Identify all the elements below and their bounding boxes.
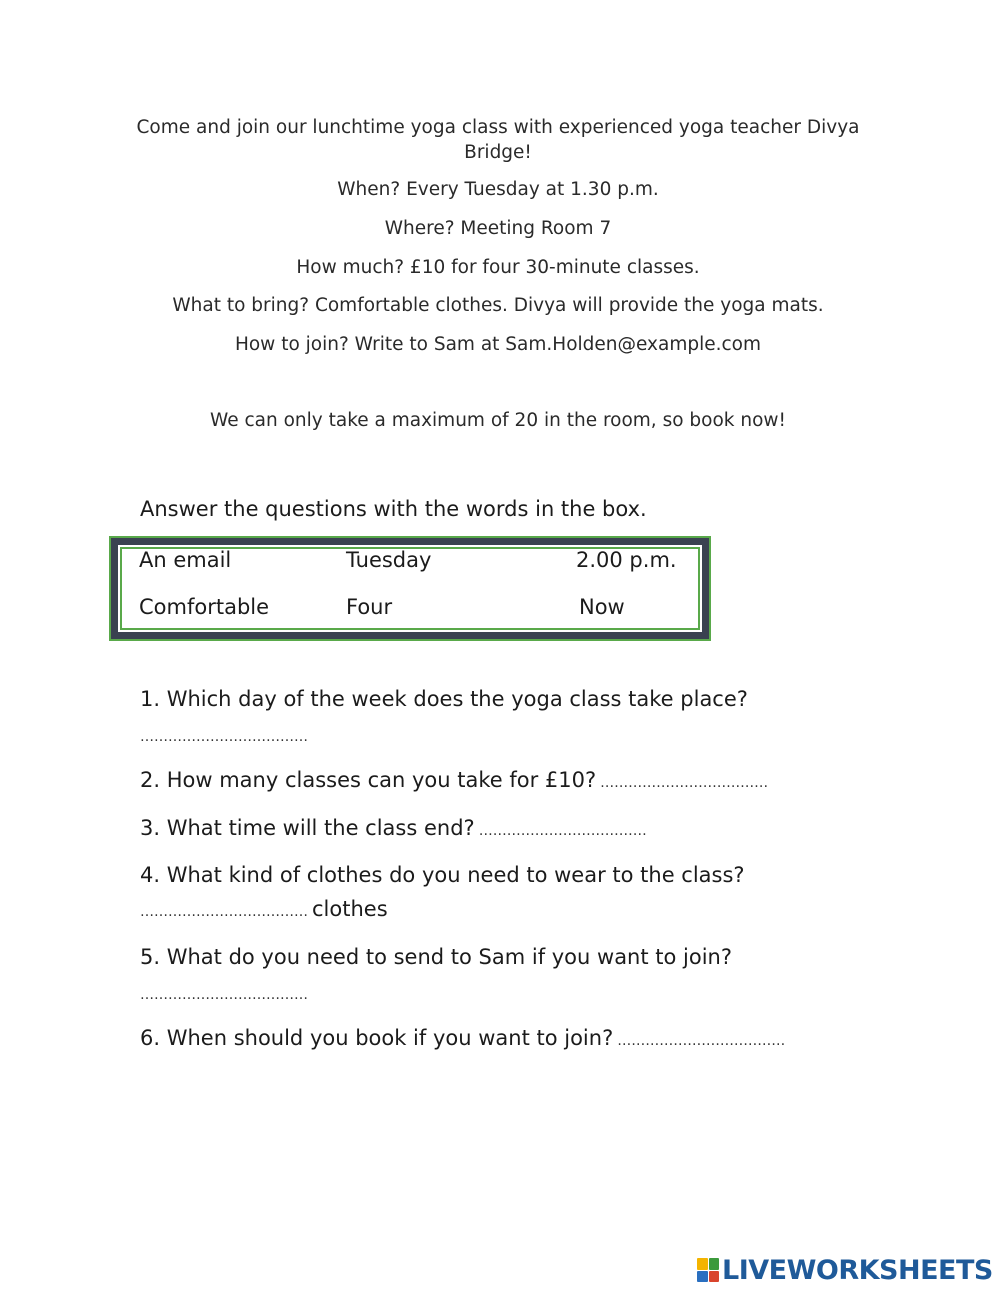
blank-dots: ……………………………… [140, 729, 308, 745]
logo-mark-icon [697, 1258, 719, 1282]
answer-blank-4[interactable]: ……………………………… [140, 904, 308, 920]
exercise-instruction: Answer the questions with the words in the box. [140, 497, 647, 521]
word-time: 2.00 p.m. [576, 548, 677, 572]
word-comfortable: Comfortable [139, 595, 270, 619]
notice-intro: Come and join our lunchtime yoga class with experienced yoga teacher Divya Bridge! [136, 117, 860, 163]
word-tuesday: Tuesday [346, 548, 432, 572]
answer-blank-2[interactable]: ……………………………… [600, 775, 769, 791]
word-now: Now [579, 595, 625, 619]
answer-blank-5-line [140, 986, 308, 1004]
word-four: Four [346, 595, 393, 619]
logo-text: LIVEWORKSHEETS [722, 1254, 993, 1286]
question-4-answer-line [140, 897, 388, 921]
answer-blank-5[interactable]: ……………………………… [140, 987, 308, 1003]
word-an-email: An email [139, 548, 232, 572]
question-3: 3. What time will the class end? [140, 816, 475, 840]
word-box [110, 537, 710, 640]
question-4: 4. What kind of clothes do you need to wear to the class? [140, 863, 745, 887]
question-3-line [140, 816, 647, 840]
notice-limit: We can only take a maximum of 20 in the room, so book now! [210, 410, 786, 431]
question-1: 1. Which day of the week does the yoga class take place? [140, 687, 748, 711]
liveworksheets-logo [697, 1255, 993, 1285]
notice-where: Where? Meeting Room 7 [384, 218, 612, 239]
answer-blank-3[interactable]: ……………………………… [478, 823, 647, 839]
notice-how-much: How much? £10 for four 30-minute classes. [296, 257, 700, 278]
question-5: 5. What do you need to send to Sam if you want to join? [140, 945, 733, 969]
answer-blank-1[interactable] [140, 728, 308, 746]
question-6-line [140, 1026, 785, 1050]
notice-what-to-bring: What to bring? Comfortable clothes. Divya will provide the yoga mats. [172, 295, 824, 316]
question-2-line [140, 768, 768, 792]
question-2: 2. How many classes can you take for £10? [140, 768, 597, 792]
question-4-suffix: clothes [312, 897, 388, 921]
answer-blank-6[interactable]: ……………………………… [617, 1033, 786, 1049]
notice-how-to-join: How to join? Write to Sam at Sam.Holden@example.com [234, 334, 762, 355]
notice-when: When? Every Tuesday at 1.30 p.m. [337, 179, 659, 200]
question-6: 6. When should you book if you want to join? [140, 1026, 614, 1050]
